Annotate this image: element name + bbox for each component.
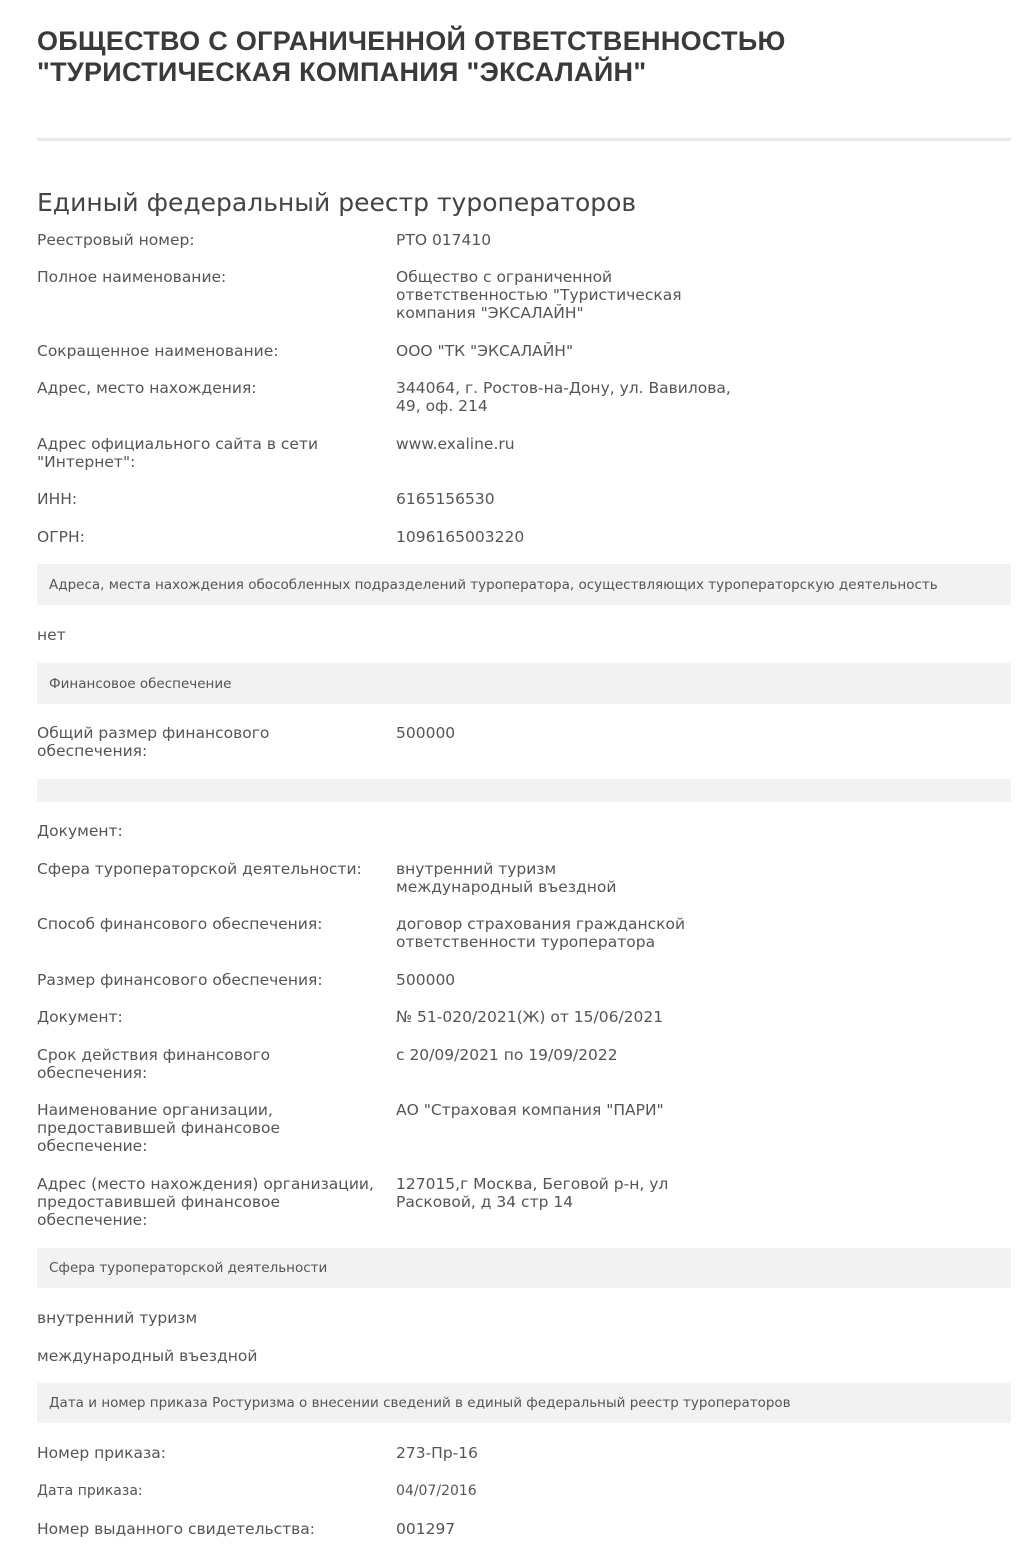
website-link: www.exaline.ru (396, 435, 515, 453)
field-label: Номер приказа: (37, 1444, 167, 1462)
field-label: Адрес (место нахождения) организации, предоставившей финансовое обеспечение: (37, 1175, 374, 1229)
order-section-header: Дата и номер приказа Ростуризма о внесении сведений в единый федеральный реестр туроператоров (37, 1383, 1011, 1423)
field-label: ОГРН: (37, 528, 85, 546)
field-value: ООО "ТК "ЭКСАЛАЙН" (396, 342, 574, 360)
field-label: ИНН: (37, 490, 78, 508)
field-label: Сокращенное наименование: (37, 342, 279, 360)
title-divider (37, 138, 1011, 141)
field-label: Адрес, место нахождения: (37, 379, 257, 397)
field-label: Размер финансового обеспечения: (37, 971, 323, 989)
field-label: Способ финансового обеспечения: (37, 915, 323, 933)
field-value: 344064, г. Ростов-на-Дону, ул. Вавилова, 49, оф. 214 (396, 379, 731, 415)
field-label: Сфера туроператорской деятельности: (37, 860, 362, 878)
branches-value: нет (37, 626, 66, 644)
field-value: 127015,г Москва, Беговой р-н, ул Расковой, д 34 стр 14 (396, 1175, 669, 1211)
field-value: РТО 017410 (396, 231, 492, 249)
field-value: 6165156530 (396, 490, 495, 508)
field-label: Срок действия финансового обеспечения: (37, 1046, 271, 1082)
sphere-item: внутренний туризм (37, 1309, 198, 1327)
field-value: 04/07/2016 (396, 1483, 477, 1499)
field-value: 273-Пр-16 (396, 1444, 478, 1462)
finance-document-band (37, 779, 1011, 802)
field-value: внутренний туризм международный въездной (396, 860, 617, 896)
sphere-item: международный въездной (37, 1347, 258, 1365)
sphere-section-header: Сфера туроператорской деятельности (37, 1248, 1011, 1288)
finance-document-title: Документ: (37, 822, 123, 840)
field-label: Реестровый номер: (37, 231, 195, 249)
field-label: Адрес официального сайта в сети "Интернет": (37, 435, 319, 471)
branches-section-header: Адреса, места нахождения обособленных подразделений туроператора, осуществляющих туроператорскую деятельность (37, 564, 1011, 605)
field-label: Общий размер финансового обеспечения: (37, 724, 270, 760)
field-value: договор страхования гражданской ответственности туроператора (396, 915, 686, 951)
field-value: Общество с ограниченной ответственностью "Туристическая компания "ЭКСАЛАЙН" (396, 268, 682, 322)
field-value: АО "Страховая компания "ПАРИ" (396, 1101, 664, 1119)
field-value: 1096165003220 (396, 528, 525, 546)
finance-section-header: Финансовое обеспечение (37, 663, 1011, 704)
field-label: Номер выданного свидетельства: (37, 1520, 316, 1538)
field-label: Документ: (37, 1008, 123, 1026)
field-value: 001297 (396, 1520, 456, 1538)
field-value: с 20/09/2021 по 19/09/2022 (396, 1046, 618, 1064)
field-value: 500000 (396, 971, 456, 989)
registry-section-title: Единый федеральный реестр туроператоров (37, 188, 637, 217)
field-label: Наименование организации, предоставившей финансовое обеспечение: (37, 1101, 281, 1155)
field-value: № 51-020/2021(Ж) от 15/06/2021 (396, 1008, 664, 1026)
field-label: Дата приказа: (37, 1483, 143, 1499)
field-value[interactable] (396, 435, 736, 453)
field-value: 500000 (396, 724, 456, 742)
organization-title: ОБЩЕСТВО С ОГРАНИЧЕННОЙ ОТВЕТСТВЕННОСТЬЮ "ТУРИСТИЧЕСКАЯ КОМПАНИЯ "ЭКСАЛАЙН" (37, 26, 786, 87)
field-label: Полное наименование: (37, 268, 227, 286)
